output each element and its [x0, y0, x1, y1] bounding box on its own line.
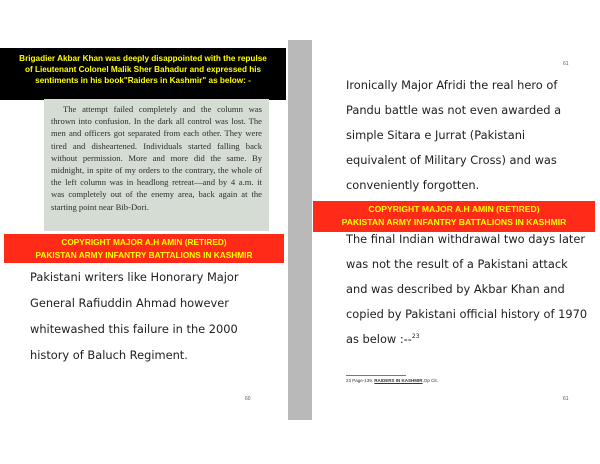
body-line: history of Baluch Regiment. [30, 348, 188, 362]
copyright-line: COPYRIGHT MAJOR A.H AMIN (RETIRED) [368, 204, 540, 214]
page-number-top-right: 61 [563, 61, 569, 67]
footnote-book-title: RAIDERS IN KASHMIR [374, 378, 423, 383]
left-body-text [30, 270, 280, 370]
body-line-text: as below :-- [346, 332, 412, 346]
footnote-divider [346, 375, 406, 376]
footnote [346, 378, 438, 383]
page-number-left: 60 [245, 396, 251, 402]
copyright-line: COPYRIGHT MAJOR A.H AMIN (RETIRED) [61, 237, 227, 247]
body-line: whitewashed this failure in the 2000 [30, 322, 238, 336]
body-line: Ironically Major Afridi the real hero of [346, 78, 558, 92]
body-line: The final Indian withdrawal two days later [346, 232, 586, 246]
page-number-right: 61 [563, 396, 569, 402]
body-line: Pandu battle was not even awarded a [346, 103, 562, 117]
body-line: Pakistani writers like Honorary Major [30, 270, 239, 284]
body-line: conveniently forgotten. [346, 178, 480, 192]
right-body-text-bottom [346, 232, 591, 352]
book-gutter [288, 40, 312, 420]
body-line: was not the result of a Pakistani attack [346, 257, 568, 271]
footnote-marker[interactable]: 23 [411, 333, 420, 341]
body-line: General Rafiuddin Ahmad however [30, 296, 229, 310]
intro-banner-line: of Lieutenant Colonel Malik Sher Bahadur and expressed his [24, 65, 262, 74]
footnote-prefix: 23 Page-139. [346, 378, 374, 383]
right-body-text-top [346, 78, 586, 198]
intro-banner-line: sentiments in his book"Raiders in Kashmir" as below: - [35, 76, 251, 85]
intro-banner-line: Brigadier Akbar Khan was deeply disappointed with the repulse [19, 54, 267, 63]
copyright-banner-left [4, 234, 284, 263]
body-line: equivalent of Military Cross) and was [346, 153, 557, 167]
footnote-suffix: ,Op Cit. [422, 378, 438, 383]
body-line: and was described by Akbar Khan and [346, 282, 565, 296]
scanned-book-excerpt [44, 99, 269, 231]
body-line: simple Sitara e Jurrat (Pakistani [346, 128, 526, 142]
copyright-line: PAKISTAN ARMY INFANTRY BATTALIONS IN KASHMIR [341, 217, 567, 227]
body-line: copied by Pakistani official history of 1970 [346, 307, 588, 321]
intro-banner [0, 48, 286, 100]
copyright-banner-right [313, 201, 595, 232]
copyright-line: PAKISTAN ARMY INFANTRY BATTALIONS IN KASHMIR [35, 249, 253, 260]
scanned-excerpt-text: The attempt failed completely and the column was thrown into confusion. In the dark all control was lost. The men and officers got separated from each other. They were tired and disheartened. Individuals started falling back without permission. More and more did the same. By midnight, in spite of my orders to the contrary, the whole of the left column was in headlong retreat—and by 4 a.m. it was completely out of the enemy area, back again at the starting point near Bib-Dori. [51, 104, 262, 212]
body-line [346, 332, 420, 346]
